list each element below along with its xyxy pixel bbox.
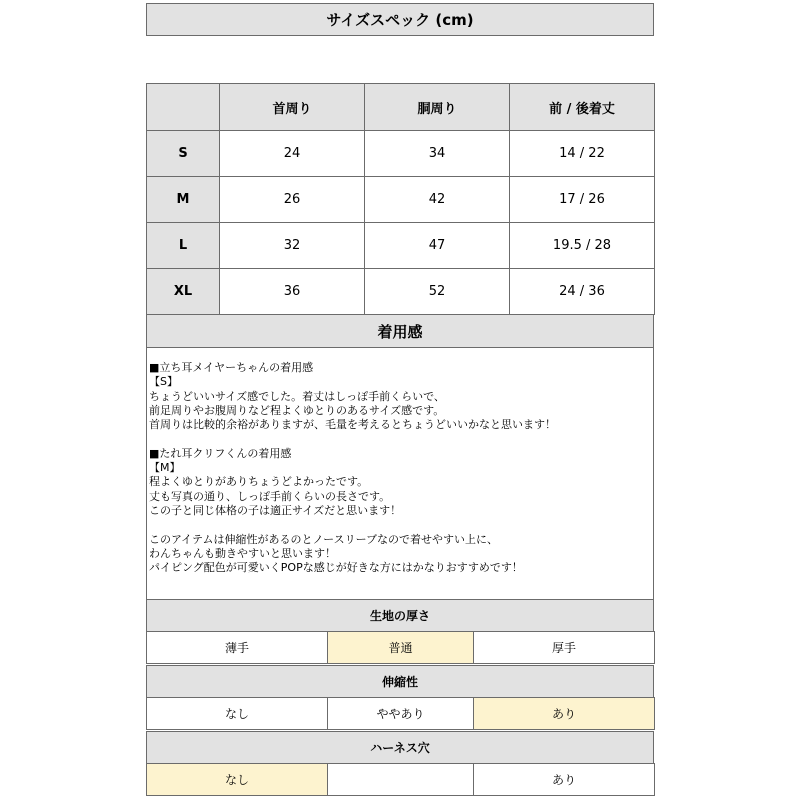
size-spec-table — [146, 83, 655, 315]
size-table-corner — [147, 84, 220, 131]
thickness-table — [146, 631, 655, 664]
page-title: サイズスペック (cm) — [146, 3, 654, 36]
size-label: L — [147, 223, 220, 269]
fit-heading: 着用感 — [146, 314, 654, 348]
fit-line: このアイテムは伸縮性があるのとノースリーブなので着せやすい上に、 — [149, 532, 499, 546]
size-label: XL — [147, 269, 220, 315]
chest-value: 42 — [365, 177, 510, 223]
length-value: 17 / 26 — [510, 177, 655, 223]
thickness-heading: 生地の厚さ — [146, 599, 654, 632]
neck-value: 26 — [220, 177, 365, 223]
column-header-length: 前 / 後着丈 — [510, 84, 655, 131]
fit-line: 前足周りやお腹周りなど程よくゆとりのあるサイズ感です。 — [149, 403, 445, 417]
fit-line: 【M】 — [149, 461, 181, 475]
size-label: M — [147, 177, 220, 223]
fit-line — [149, 432, 651, 446]
harness-table — [146, 763, 655, 796]
fit-line: パイピング配色が可愛いくPOPな感じが好きな方にはかなりおすすめです！ — [149, 561, 523, 575]
fit-line: 丈も写真の通り、しっぽ手前くらいの長さです。 — [149, 489, 391, 503]
harness-option — [328, 764, 474, 796]
table-row — [147, 131, 655, 177]
stretch-option: なし — [147, 698, 328, 730]
column-header-chest: 胴周り — [365, 84, 510, 131]
harness-option: なし — [147, 764, 328, 796]
fit-line: ちょうどいいサイズ感でした。着丈はしっぽ手前くらいで、 — [149, 389, 445, 403]
fit-line: 【S】 — [149, 375, 178, 389]
fit-line: 程よくゆとりがありちょうどよかったです。 — [149, 475, 369, 489]
table-row — [147, 223, 655, 269]
thickness-option: 薄手 — [147, 632, 328, 664]
neck-value: 32 — [220, 223, 365, 269]
harness-heading: ハーネス穴 — [146, 731, 654, 764]
fit-line: この子と同じ体格の子は適正サイズだと思います！ — [149, 503, 402, 517]
fit-line: ■たれ耳クリフくんの着用感 — [149, 446, 292, 460]
stretch-table — [146, 697, 655, 730]
length-value: 14 / 22 — [510, 131, 655, 177]
size-table-header-row — [147, 84, 655, 131]
thickness-option: 厚手 — [474, 632, 655, 664]
stretch-option: あり — [474, 698, 655, 730]
fit-description — [146, 347, 654, 600]
chest-value: 47 — [365, 223, 510, 269]
thickness-option: 普通 — [328, 632, 474, 664]
neck-value: 24 — [220, 131, 365, 177]
stretch-heading: 伸縮性 — [146, 665, 654, 698]
size-label: S — [147, 131, 220, 177]
column-header-neck: 首周り — [220, 84, 365, 131]
fit-line: わんちゃんも動きやすいと思います！ — [149, 546, 336, 560]
neck-value: 36 — [220, 269, 365, 315]
table-row — [147, 177, 655, 223]
table-row — [147, 269, 655, 315]
length-value: 19.5 / 28 — [510, 223, 655, 269]
fit-line: 首周りは比較的余裕がありますが、毛量を考えるとちょうどいいかなと思います！ — [149, 418, 556, 432]
harness-option: あり — [474, 764, 655, 796]
chest-value: 34 — [365, 131, 510, 177]
fit-line: ■立ち耳メイヤーちゃんの着用感 — [149, 361, 314, 374]
fit-line — [149, 518, 651, 532]
stretch-option: ややあり — [328, 698, 474, 730]
length-value: 24 / 36 — [510, 269, 655, 315]
chest-value: 52 — [365, 269, 510, 315]
